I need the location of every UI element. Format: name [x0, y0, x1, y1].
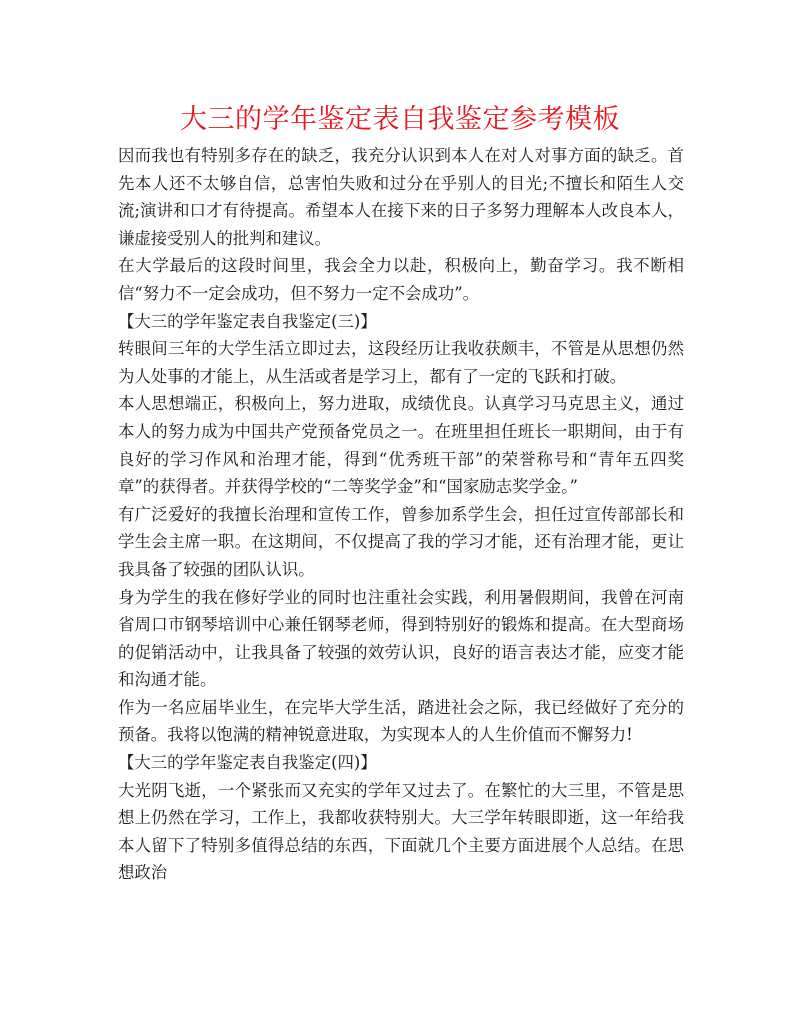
section-heading: 【大三的学年鉴定表自我鉴定(四)】 [118, 753, 377, 773]
paragraph: 转眼间三年的大学生活立即过去，这段经历让我收获颇丰，不管是从思想仍然为人处事的才能上，从生活或者是学习上，都有了一定的飞跃和打破。 [118, 339, 684, 386]
paragraph: 有广泛爱好的我擅长治理和宣传工作，曾参加系学生会，担任过宣传部部长和学生会主席一职。在这期间，不仅提高了我的学习才能，还有治理才能，更让我具备了较强的团队认识。 [118, 504, 684, 579]
paragraph: 在大学最后的这段时间里，我会全力以赴，积极向上，勤奋学习。我不断相信“努力不一定会成功，但不努力一定不会成功”。 [118, 256, 684, 303]
paragraph: 本人思想端正，积极向上，努力进取，成绩优良。认真学习马克思主义，通过本人的努力成为中国共产党预备党员之一。在班里担任班长一职期间，由于有良好的学习作风和治理才能，得到“优秀班干部”的荣誉称号和“青年五四奖章”的获得者。并获得学校的“二等奖学金”和“国家励志奖学金。” [118, 394, 684, 497]
paragraph: 身为学生的我在修好学业的同时也注重社会实践，利用暑假期间，我曾在河南省周口市钢琴培训中心兼任钢琴老师，得到特别好的锻炼和提高。在大型商场的促销活动中，让我具备了较强的效劳认识，良好的语言表达才能，应变才能和沟通才能。 [118, 587, 684, 690]
paragraph: 大光阴飞逝，一个紧张而又充实的学年又过去了。在繁忙的大三里，不管是思想上仍然在学习，工作上，我都收获特别大。大三学年转眼即逝，这一年给我本人留下了特别多值得总结的东西，下面就几个主要方面进展个人总结。在思想政治 [118, 780, 684, 883]
paragraph: 因而我也有特别多存在的缺乏，我充分认识到本人在对人对事方面的缺乏。首先本人还不太够自信，总害怕失败和过分在乎别人的目光;不擅长和陌生人交流;演讲和口才有待提高。希望本人在接下来的日子多努力理解本人改良本人，谦虚接受别人的批判和建议。 [118, 146, 684, 248]
document-title: 大三的学年鉴定表自我鉴定参考模板 [180, 104, 620, 135]
section-heading: 【大三的学年鉴定表自我鉴定(三)】 [118, 311, 377, 331]
document-body [118, 142, 684, 887]
paragraph: 作为一名应届毕业生，在完毕大学生活，踏进社会之际，我已经做好了充分的预备。我将以饱满的精神锐意进取，为实现本人的人生价值而不懈努力! [118, 697, 684, 745]
